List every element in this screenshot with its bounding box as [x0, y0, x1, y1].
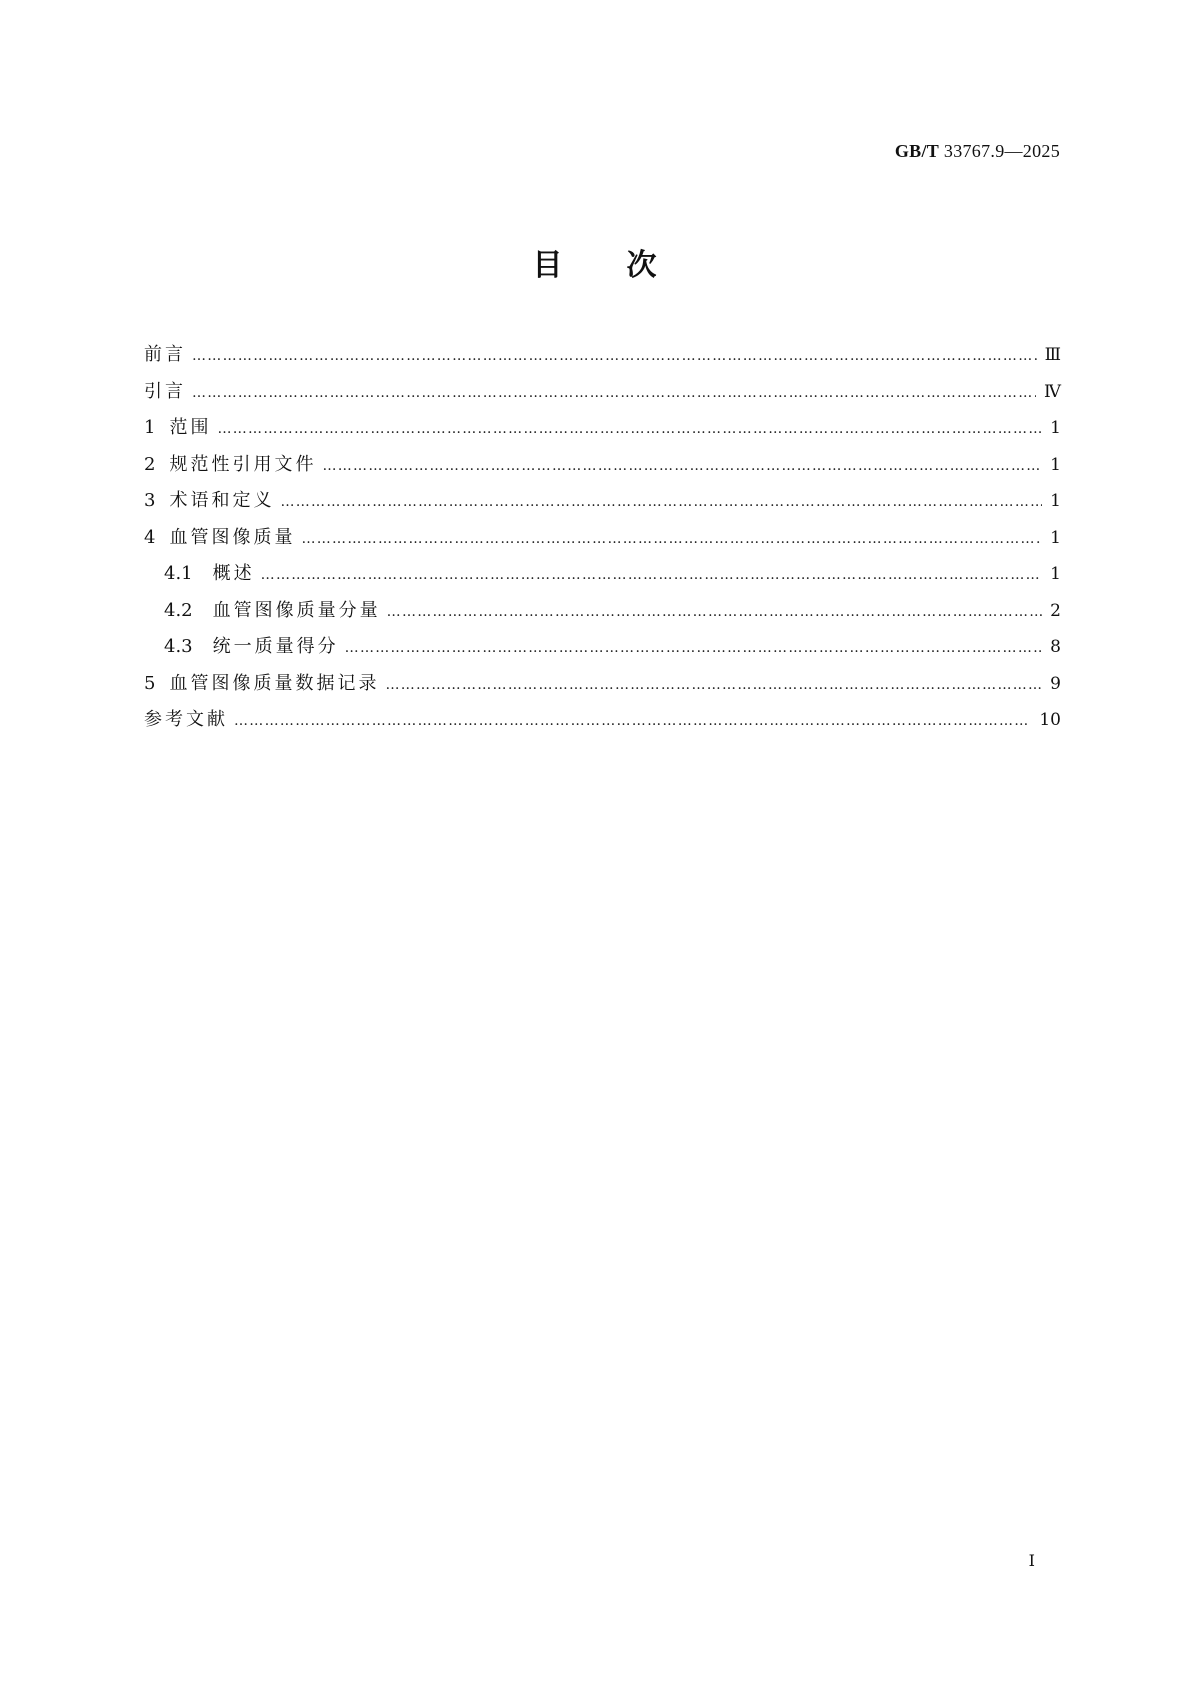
toc-entry-page: 2 [1050, 600, 1061, 621]
standard-prefix: GB/T [894, 141, 940, 161]
toc-entry-label: 血管图像质量分量 [212, 599, 381, 621]
toc-entry-page: Ⅳ [1044, 381, 1061, 402]
toc-entry-normative-references[interactable] [144, 447, 1061, 484]
toc-entry-label: 范围 [169, 417, 212, 438]
toc-title-char-1: 目 [532, 248, 565, 283]
toc-entry-quality-data-record[interactable] [144, 666, 1061, 703]
toc-entry-label: 血管图像质量 [169, 526, 296, 548]
toc-leader-dots [192, 375, 1036, 411]
toc-entry-scope[interactable] [144, 410, 1061, 447]
toc-leader-dots [301, 521, 1042, 557]
toc-title [0, 240, 1191, 284]
toc-entry-number: 5 [144, 672, 156, 694]
toc-leader-dots [280, 484, 1042, 520]
toc-entry-terms-definitions[interactable] [144, 483, 1061, 520]
toc-entry-page: 1 [1050, 564, 1061, 584]
toc-leader-dots [385, 667, 1042, 703]
toc-title-char-2: 次 [626, 248, 659, 283]
toc-entry-page: Ⅲ [1044, 345, 1061, 365]
toc-leader-dots [345, 630, 1043, 666]
page-number: Ⅰ [1028, 1551, 1035, 1570]
toc-entry-label: 概述 [212, 563, 255, 584]
toc-entry-page: 10 [1039, 710, 1061, 730]
toc-entry-overview[interactable] [144, 556, 1061, 593]
toc-entry-label: 统一质量得分 [212, 636, 339, 657]
toc-entry-page: 1 [1050, 454, 1061, 475]
toc-entry-number: 4.3 [164, 636, 193, 657]
toc-entry-page: 1 [1050, 527, 1061, 548]
toc-entry-label: 参考文献 [144, 709, 228, 730]
standard-number: 33767.9—2025 [943, 141, 1060, 161]
toc-entry-label: 规范性引用文件 [169, 453, 317, 475]
toc-entry-label: 前言 [144, 344, 186, 365]
toc-entry-vascular-image-quality[interactable] [144, 520, 1061, 557]
table-of-contents [144, 337, 1061, 739]
toc-entry-label: 引言 [144, 380, 186, 402]
toc-entry-quality-components[interactable] [144, 593, 1061, 630]
toc-entry-number: 4.2 [164, 599, 193, 621]
toc-leader-dots [261, 557, 1043, 593]
toc-leader-dots [234, 703, 1031, 739]
toc-entry-page: 1 [1050, 491, 1061, 511]
toc-entry-unified-quality-score[interactable] [144, 629, 1061, 666]
toc-entry-foreword[interactable] [144, 337, 1061, 374]
toc-entry-number: 4 [144, 526, 156, 548]
toc-leader-dots [387, 594, 1043, 630]
toc-entry-label: 血管图像质量数据记录 [169, 672, 380, 694]
toc-entry-number: 1 [144, 417, 156, 438]
toc-entry-introduction[interactable] [144, 374, 1061, 411]
toc-entry-number: 2 [144, 453, 156, 475]
standard-code [895, 141, 1060, 162]
toc-entry-bibliography[interactable] [144, 702, 1061, 739]
toc-entry-page: 8 [1050, 637, 1061, 657]
toc-entry-label: 术语和定义 [169, 490, 275, 511]
toc-entry-page: 9 [1050, 673, 1061, 694]
toc-leader-dots [192, 338, 1037, 374]
toc-leader-dots [322, 448, 1042, 484]
toc-leader-dots [217, 411, 1042, 447]
toc-entry-number: 4.1 [164, 563, 193, 584]
toc-entry-number: 3 [144, 490, 156, 511]
toc-entry-page: 1 [1050, 418, 1061, 438]
